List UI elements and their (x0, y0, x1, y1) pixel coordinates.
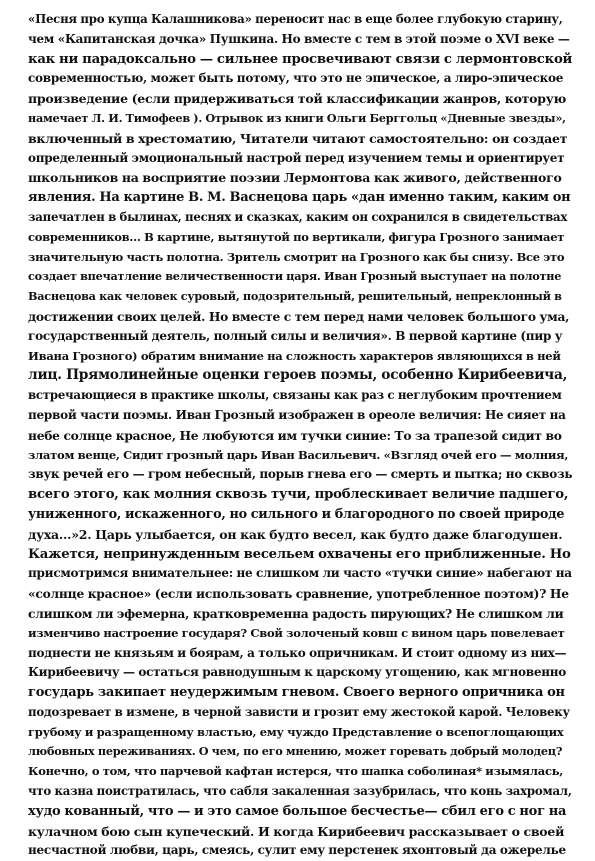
text-line: «Песня про купца Калашникова» переносит нас в еще более глубокую старину, (28, 12, 563, 26)
text-line: звук речей его — гром небесный, порыв гнева его — смерть и пытка; но сквозь (28, 467, 573, 482)
text-line: включенный в хрестоматию, Читатели читают самостоятельно: он создает (28, 130, 568, 146)
text-line: униженного, искаженного, но сильного и благородного по своей природе (28, 506, 565, 522)
text-line: кулачном бою сын купеческий. И когда Кирибеевич рассказывает о своей (28, 823, 565, 839)
text-line: Кирибеевичу — остаться равнодушным к царскому угощению, как мгновенно (28, 665, 567, 680)
text-line: государь закипает неудержимым гневом. Своего верного опричника он (28, 685, 565, 701)
text-line: достижении своих целей. Но вместе с тем перед нами человек большого ума, (28, 308, 570, 324)
body-text (28, 10, 572, 861)
text-line: «солнце красное» (если использовать сравнение, употребленное поэтом)? Не (28, 586, 569, 602)
text-line: первой части поэмы. Иван Грозный изображен в ореоле величия: Не сияет на (28, 407, 566, 422)
text-line: Конечно, о том, что парчевой кафтан истерся, что шапка соболиная* изымялась, (28, 764, 564, 779)
text-line: определенный эмоциональный настрой перед изучением темы и ориентирует (28, 150, 565, 165)
text-line: любовных переживаниях. О чем, по его мнению, может горевать добрый молодец? (28, 744, 563, 759)
text-line: худо кованный, что — и это самое большое бесчестье— сбил его с ног на (28, 803, 567, 819)
text-line: школьников на восприятие поэзии Лермонтова как живого, действенного (28, 170, 562, 186)
text-line: присмотримся внимательнее: не слишком ли часто «тучки синие» набегают на (28, 566, 572, 581)
text-line: что казна поистратилась, что сабля закаленная зазубрилась, что конь захромал, (28, 784, 572, 799)
text-line: Васнецова как человек суровый, подозрительный, решительный, непреклонный в (28, 289, 562, 304)
text-line: всего этого, как молния сквозь тучи, проблескивает величие падшего, (28, 487, 569, 503)
text-line: Ивана Грозного) обратим внимание на сложность характеров являющихся в ней (28, 348, 561, 363)
text-line: грубому и разращенному властью, ему чуждо Представление о всепоглощающих (28, 724, 564, 739)
text-line: создает впечатление величественности царя. Иван Грозный выступает на полотне (28, 269, 562, 284)
text-line: встречающиеся в практике школы, связаны как раз с неглубоким прочтением (28, 388, 562, 403)
text-line: чем «Капитанская дочка» Пушкина. Но вместе с тем в этой поэме о XVI веке — (28, 31, 570, 46)
text-line: запечатлен в былинах, песнях и сказках, каким он сохранился в свидетельствах (28, 209, 568, 224)
text-line: современников... В картине, вытянутой по вертикали, фигура Грозного занимает (28, 229, 565, 244)
text-line: значительную часть полотна. Зритель смотрит на Грозного как бы снизу. Все это (28, 249, 565, 264)
text-line: явления. На картине В. М. Васнецова царь «дан именно таким, каким он (28, 190, 571, 206)
text-line: произведение (если придерживаться той классификации жанров, которую (28, 91, 567, 107)
text-line: Кажется, непринужденным весельем охвачены его приближенные. Но (28, 546, 571, 562)
text-line: небе солнце красное, Не любуются им тучки синие: То за трапезой сидит во (28, 427, 562, 443)
text-line: лиц. Прямолинейные оценки героев поэмы, особенно Кирибеевича, (28, 367, 568, 384)
text-line: изменчиво настроение государя? Свой золоченый ковш с вином царь повелевает (28, 625, 565, 640)
text-line: поднести не князьям и боярам, а только опричникам. И стоит одному из них— (28, 645, 567, 660)
text-line: намечает Л. И. Тимофеев ). Отрывок из книги Ольги Берггольц «Дневные звезды», (28, 110, 566, 125)
text-line: подозревает в измене, в черной зависти и грозит ему жестокой карой. Человеку (28, 704, 570, 719)
text-line: государственный деятель, полный силы и величия». В первой картине (пир у (28, 328, 563, 343)
text-line: златом венце, Сидит грозный царь Иван Васильевич. «Взгляд очей его — молния, (28, 447, 569, 462)
text-line: несчастной любви, царь, смеясь, сулит ему перстенек яхонтовый да ожерелье (28, 843, 566, 858)
text-line: слишком ли эфемерна, кратковременна радость пирующих? Не слишком ли (28, 605, 564, 621)
text-line: как ни парадоксально — сильнее просвечивают связи с лермонтовской (28, 51, 573, 67)
text-line: духа...»2. Царь улыбается, он как будто весел, как будто даже благодушен. (28, 526, 563, 542)
text-line: современностью, может быть потому, что это не эпическое, а лиро-эпическое (28, 71, 564, 86)
